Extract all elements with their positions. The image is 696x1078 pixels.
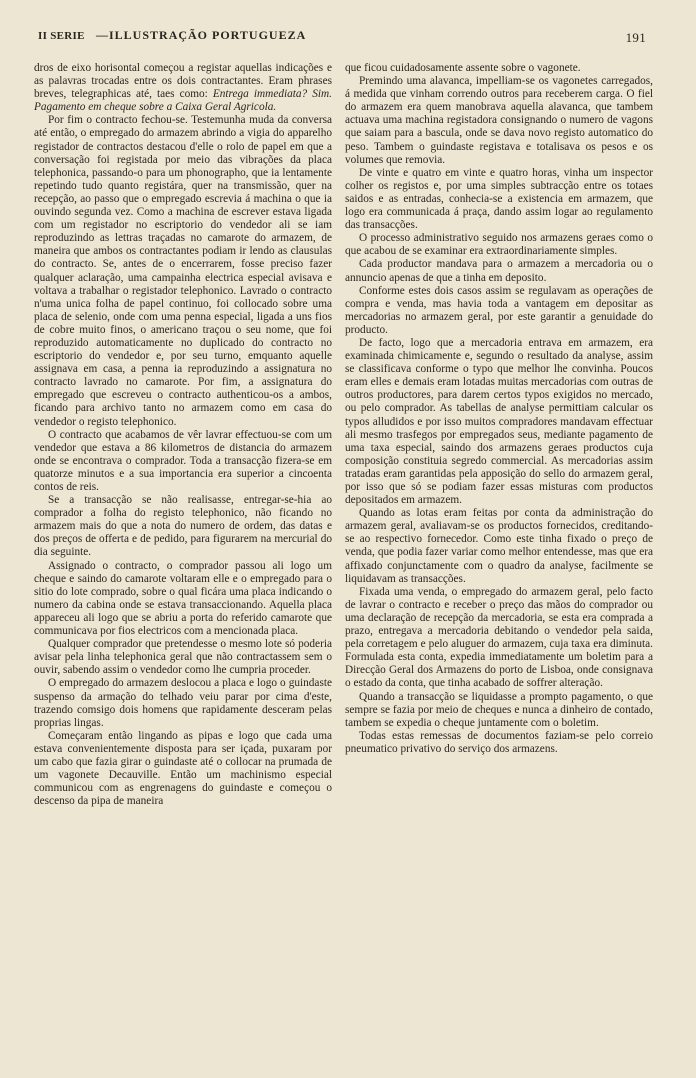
paragraph: Qualquer comprador que pretendesse o mesmo lote só poderia avisar pela linha telephonica geral que não contractassem sem o ouvir, sabendo assim o vendedor como lhe cumpria proceder. xyxy=(34,638,332,677)
paragraph: O empregado do armazem deslocou a placa e logo o guindaste suspenso da armação do telhado veiu parar por cima d'este, trazendo comsigo dois homens que rapidamente desceram pelas proprias lingas. xyxy=(34,677,332,729)
paragraph: Começaram então lingando as pipas e logo que cada uma estava convenientemente disposta para ser içada, puxaram por um cabo que fazia girar o guindaste até o collocar na prumada de um vagonete Decauville. Então um machinismo especial communicou com as engrenagens do guindaste e começou o descenso da pipa de maneira xyxy=(34,729,332,808)
paragraph-text: dros de eixo horisontal começou a registar aquellas indicações e as palavras trocadas entre os dois contractantes. Eram phrases breves, telegraphicas até, taes como: xyxy=(34,62,332,101)
series-label: II SERIE xyxy=(38,30,85,42)
left-column xyxy=(34,62,332,808)
paragraph: Cada productor mandava para o armazem a mercadoria ou o annuncio apenas de que a tinha em deposito. xyxy=(345,258,653,284)
paragraph xyxy=(34,62,332,114)
paragraph: que ficou cuidadosamente assente sobre o vagonete. xyxy=(345,62,581,74)
paragraph: Quando as lotas eram feitas por conta da administração do armazem geral, avaliavam-se os productos fornecidos, creditando-se ao respectivo fornecedor. Como este tinha fixado o preço de venda, que podia fazer variar como melhor entendesse, mas que era affixado conjunctamente com o quadro da analyse, facilmente se liquidavam as transacções. xyxy=(345,507,653,585)
paragraph: De vinte e quatro em vinte e quatro horas, vinha um inspector colher os registos e, por uma simples subtracção entre os totaes saidos e as entradas, conhecia-se a existencia em armazem, que logo era communicada á praça, dando assim logar ao regulamento das transacções. xyxy=(345,166,653,232)
paragraph: Conforme estes dois casos assim se regulavam as operações de compra e venda, mas havia toda a vantagem em depositar as mercadorias no armazem geral, por este garantir a genuidade do producto. xyxy=(345,284,653,336)
right-column xyxy=(345,62,653,756)
paragraph: Quando a transacção se liquidasse a prompto pagamento, o que sempre se fazia por meio de cheques e nunca a dinheiro de contado, tambem se expedia o cheque juntamente com o boletim. xyxy=(345,690,653,729)
paragraph: Premindo uma alavanca, impelliam-se os vagonetes carregados, á medida que vinham correndo outros para receberem carga. O fiel do armazem era quem manobrava aquella alavanca, que tambem actuava uma machina registadora consignando o numero de vagons que saiam para a bascula, onde se dava novo registo automatico do peso. Tambem o guindaste registava e totalisava os pesos e os volumes que removia. xyxy=(345,75,653,166)
paragraph: Se a transacção se não realisasse, entregar-se-hia ao comprador a folha do registo telephonico, não ficando no armazem mais do que a nota do numero de ordem, das datas e dos preços de offerta e de pedido, para figurarem na mercurial do dia seguinte. xyxy=(34,494,332,559)
page-number: 191 xyxy=(625,30,646,45)
paragraph: Assignado o contracto, o comprador passou ali logo um cheque e saindo do camarote voltaram elle e o empregado para o sitio do lote comprado, sobre o qual ficára uma placa indicando o numero da cabina onde se estava transaccionando. Aquella placa appareceu ali logo que se abriu a porta do referido camarote que communicava por fios electricos com a mencionada placa. xyxy=(34,559,332,638)
paragraph: Por fim o contracto fechou-se. Testemunha muda da conversa até então, o empregado do armazem abrindo a vigia do apparelho registador de contractos destacou d'elle o rolo de papel em que a conversação foi registada por meio das vibrações da placa telephonica, passando-o para um phonographo, que ia lentamente repetindo tudo quanto registára, quer na transmissão, quer na recepção, ao passo que o empregado escrevia á machina o que ia ouvindo segunda vez. Como a machina de escrever estava ligada com um registador no escriptorio do vendedor ali se iam reproduzindo as lettras traçadas no camarote do armazem, de maneira que ambos os contractantes podiam ir lendo as clausulas do contracto. Se, antes de o encerrarem, fosse preciso fazer qualquer aclaração, uma campainha electrica especial avisava e voltava a trabalhar o registador telephonico. Lavrado o contracto n'uma unica folha de papel continuo, foi collocado sobre uma placa de selenio, onde com uma penna especial, ligada a uns fios de cobre muito finos, o americano traçou o seu nome, que foi reproduzido automaticamente no duplicado do contracto no escriptorio do vendedor e, por seu turno, emquanto aquelle assignava em casa, a penna ia reproduzindo a assignatura no contracto lavrado no camarote. Por fim, a assignatura do empregado que escreveu o contracto authenticou-os a ambos, ficando para archivo tanto no armazem como em casa do vendedor o registo telephonico. xyxy=(34,114,332,428)
paragraph: Todas estas remessas de documentos faziam-se pelo correio pneumatico privativo do serviço dos armazens. xyxy=(345,729,653,755)
page-header xyxy=(38,28,646,46)
paragraph-italic: Entrega immediata? Sim. Pagamento em cheque sobre a Caixa Geral Agricola. xyxy=(34,88,333,114)
publication-title: —ILLUSTRAÇÃO PORTUGUEZA xyxy=(96,28,307,42)
paragraph: O contracto que acabamos de vêr lavrar effectuou-se com um vendedor que estava a 86 kilometros de distancia do armazem onde se encontrava o comprador. Toda a transacção fizera-se em quatorze minutos e a sua importancia era superior a cincoenta contos de reis. xyxy=(34,428,332,493)
paragraph: Fixada uma venda, o empregado do armazem geral, pelo facto de lavrar o contracto e receber o preço das mãos do comprador ou uma declaração de recepção da mercadoria, se esta era comprada a prazo, entregava a mercadoria debitando o vendedor pela saida, pela corretagem e pelo aluguer do armazem, cuja taxa era diminuta. Formulada esta conta, expedia immediatamente um boletim para a Direcção Geral dos Armazens do porto de Lisboa, onde consignava o estado da conta, que tinha acabado de soffrer alteração. xyxy=(345,585,653,690)
paragraph: De facto, logo que a mercadoria entrava em armazem, era examinada chimicamente e, segundo o resultado da analyse, assim se classificava conforme o typo que melhor lhe convinha. Poucos eram elles e demais eram lotadas muitas mercadorias com outras de outros productores, para darem certos typos exigidos no mercado, ou pelo comprador. As tabellas de analyse permittiam calcular os typos alludidos e por isso muitos compradores mandavam effectuar ali mesmo trasfegos por empregados seus, mediante pagamento de uma taxa especial, saindo dos armazens geraes productos cuja composição constituia segredo commercial. As mercadorias assim tratadas eram garantidas pela apposição do sello do armazem geral, por isso que só se podiam fazer essas misturas com productos depositados em armazem. xyxy=(345,336,653,507)
paragraph: O processo administrativo seguido nos armazens geraes como o que acabou de se examinar era extraordinariamente simples. xyxy=(345,232,653,258)
